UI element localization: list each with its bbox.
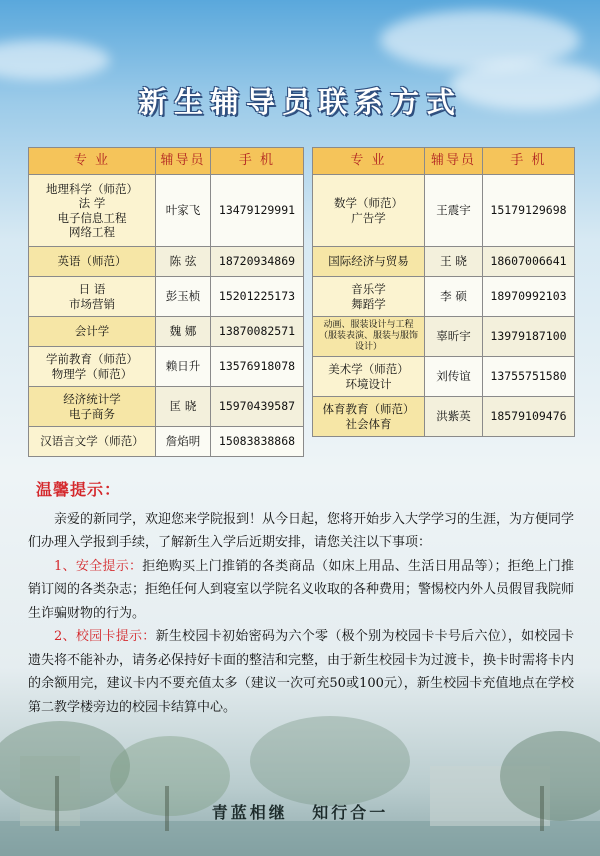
phone-cell[interactable]: 13870082571	[211, 317, 304, 347]
major-name: 电子商务	[69, 406, 115, 421]
advisor-cell: 辜昕宇	[425, 317, 483, 357]
major-cell	[313, 357, 425, 397]
phone-cell[interactable]: 15083838868	[211, 427, 304, 457]
phone-cell[interactable]: 18970992103	[483, 277, 575, 317]
motto-part-2: 知行合一	[312, 803, 389, 822]
table-row	[29, 347, 304, 387]
advisor-cell: 洪紫英	[425, 397, 483, 437]
phone-cell[interactable]: 15201225173	[211, 277, 304, 317]
table-header-row	[313, 148, 575, 175]
table-row	[29, 175, 304, 247]
major-name: 体育教育（师范）	[322, 402, 415, 417]
advisor-cell: 赖日升	[156, 347, 211, 387]
campus-card-label: 2、校园卡提示：	[54, 629, 156, 644]
advisor-table-left	[28, 147, 304, 457]
major-cell	[313, 397, 425, 437]
major-name: 物理学（师范）	[51, 366, 133, 381]
table-row	[29, 277, 304, 317]
table-row	[313, 397, 575, 437]
advisor-cell: 李 硕	[425, 277, 483, 317]
school-motto	[0, 800, 600, 823]
major-cell	[313, 175, 425, 247]
advisor-cell: 王 晓	[425, 247, 483, 277]
advisor-cell: 彭玉桢	[156, 277, 211, 317]
advisor-cell: 陈 弦	[156, 247, 211, 277]
major-name: 学前教育（师范）	[46, 352, 138, 367]
major-name: 国际经济与贸易	[328, 254, 409, 269]
advisor-cell: 匡 晓	[156, 387, 211, 427]
table-row	[29, 387, 304, 427]
advisor-cell: 叶家飞	[156, 175, 211, 247]
major-name: 经济统计学	[63, 392, 121, 407]
table-row	[313, 247, 575, 277]
major-cell	[29, 175, 156, 247]
major-name: 日 语	[78, 282, 106, 297]
notice-item-campus-card	[28, 625, 574, 719]
major-name: 英语（师范）	[57, 254, 127, 269]
major-name: 地理科学（师范）	[46, 181, 138, 196]
phone-cell[interactable]: 18579109476	[483, 397, 575, 437]
major-cell	[29, 427, 156, 457]
major-cell	[29, 247, 156, 277]
header-advisor: 辅导员	[425, 148, 483, 175]
major-name: 美术学（师范）	[328, 362, 409, 377]
major-cell	[313, 317, 425, 357]
table-row	[313, 277, 575, 317]
header-major: 专 业	[29, 148, 156, 175]
phone-cell[interactable]: 15179129698	[483, 175, 575, 247]
major-cell	[29, 347, 156, 387]
table-row	[313, 357, 575, 397]
advisor-cell: 刘传谊	[425, 357, 483, 397]
notice-section	[28, 478, 574, 719]
campus-card-text: 新生校园卡初始密码为六个零（极个别为校园卡卡号后六位），如校园卡遗失将不能补办，请务必保持好卡面的整洁和完整，由于新生校园卡为过渡卡，换卡时需将卡内的余额用完，建议卡内不要充值太多（建议一次可充50或100元），新生校园卡充值地点在学校第二教学楼旁边的校园卡结算中心。	[28, 629, 575, 715]
major-name: 广告学	[351, 210, 386, 225]
major-cell	[29, 277, 156, 317]
table-header-row	[29, 148, 304, 175]
major-name: 市场营销	[69, 296, 115, 311]
major-name: 电子信息工程	[57, 210, 127, 225]
major-cell	[313, 277, 425, 317]
major-name: 数学（师范）	[334, 196, 403, 211]
safety-text: 拒绝购买上门推销的各类商品（如床上用品、生活日用品等）；拒绝上门推销订阅的各类杂志；拒绝任何人到寝室以学院名义收取的各种费用；警惕校内外人员假冒我院师生诈骗财物的行为。	[28, 558, 575, 621]
table-row	[313, 317, 575, 357]
phone-cell[interactable]: 18720934869	[211, 247, 304, 277]
major-name: （服装表演、服装与服饰设计）	[318, 330, 418, 353]
notice-heading: 温馨提示：	[36, 480, 122, 499]
phone-cell[interactable]: 13576918078	[211, 347, 304, 387]
major-name: 汉语言文学（师范）	[40, 434, 144, 449]
header-advisor: 辅导员	[156, 148, 211, 175]
notice-item-safety	[28, 555, 574, 626]
table-row	[29, 317, 304, 347]
header-phone: 手 机	[483, 148, 575, 175]
advisor-cell: 詹焰明	[156, 427, 211, 457]
major-name: 环境设计	[345, 376, 392, 391]
advisor-table-right	[312, 147, 575, 437]
motto-part-1: 青蓝相继	[211, 803, 288, 822]
major-name: 动画、服装设计与工程	[323, 319, 414, 330]
table-row	[29, 427, 304, 457]
advisor-cell: 王震宇	[425, 175, 483, 247]
major-name: 舞蹈学	[351, 296, 386, 311]
advisor-cell: 魏 娜	[156, 317, 211, 347]
major-cell	[29, 387, 156, 427]
safety-label: 1、安全提示：	[54, 558, 143, 574]
major-name: 社会体育	[345, 416, 392, 431]
major-cell	[313, 247, 425, 277]
header-major: 专 业	[313, 148, 425, 175]
table-row	[29, 247, 304, 277]
phone-cell[interactable]: 13979187100	[483, 317, 575, 357]
major-cell	[29, 317, 156, 347]
table-row	[313, 175, 575, 247]
phone-cell[interactable]: 13479129991	[211, 175, 304, 247]
cloud-decoration	[0, 40, 110, 80]
major-name: 法 学	[78, 196, 106, 211]
phone-cell[interactable]: 13755751580	[483, 357, 575, 397]
campus-trees-background	[0, 706, 600, 856]
page-title: 新生辅导员联系方式	[137, 85, 462, 119]
phone-cell[interactable]: 18607006641	[483, 247, 575, 277]
notice-intro: 亲爱的新同学，欢迎您来学院报到！从今日起，您将开始步入大学学习的生涯，为方便同学们办理入学报到手续，了解新生入学后近期安排，请您关注以下事项：	[28, 511, 575, 550]
header-phone: 手 机	[211, 148, 304, 175]
phone-cell[interactable]: 15970439587	[211, 387, 304, 427]
major-name: 会计学	[74, 324, 110, 339]
major-name: 音乐学	[351, 282, 386, 297]
major-name: 网络工程	[69, 224, 115, 239]
